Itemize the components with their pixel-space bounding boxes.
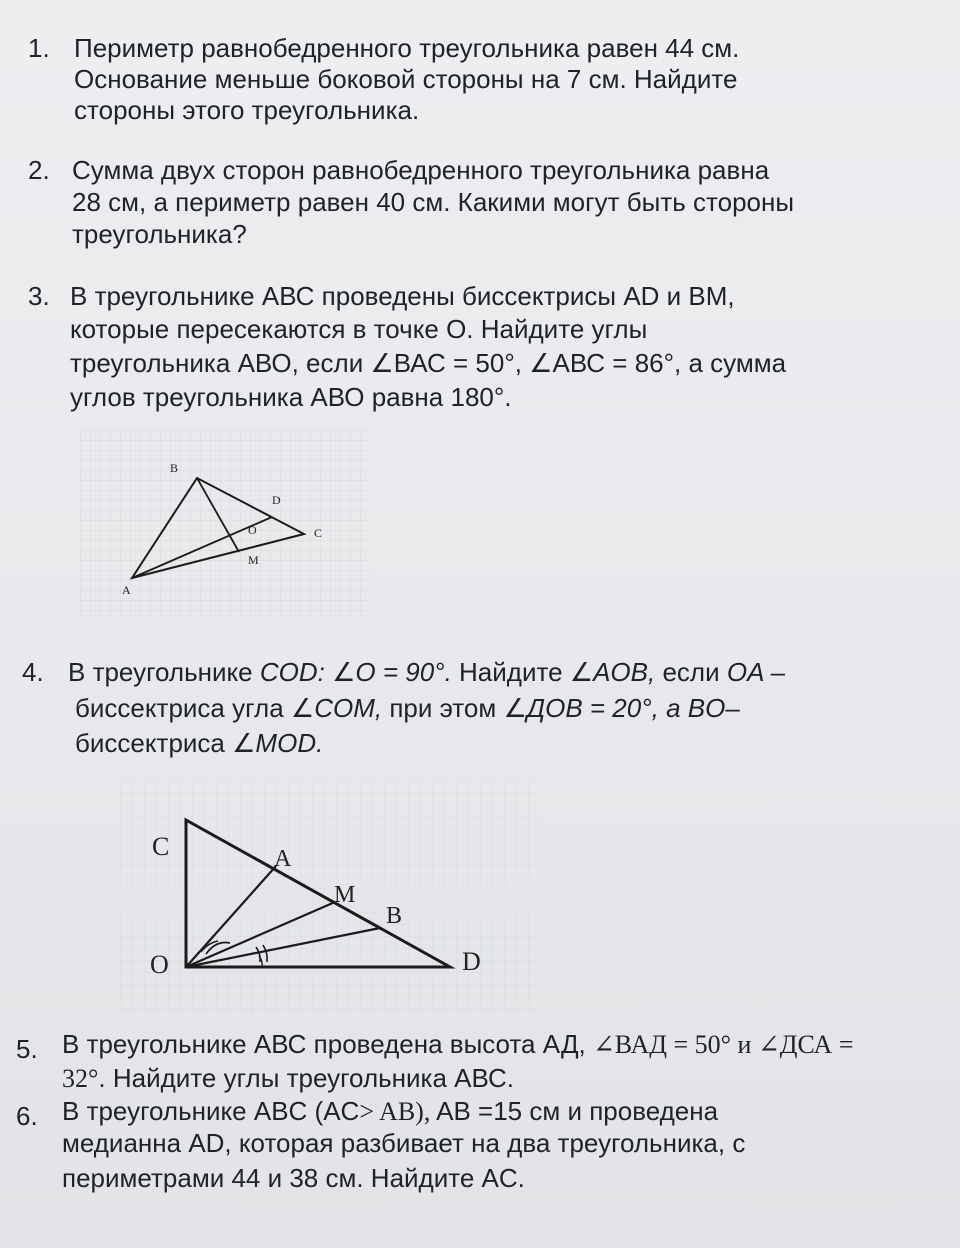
problem-text-line: Основание меньше боковой стороны на 7 см. Найдите	[74, 64, 738, 94]
text-run: биссектриса	[75, 728, 233, 758]
label-d: D	[272, 493, 281, 507]
problem-text-line	[62, 1026, 853, 1063]
problem-text-line: медианна AD, которая разбивает на два треугольника, с	[62, 1128, 746, 1158]
label-m: M	[334, 882, 356, 908]
problem-number: 1.	[28, 33, 50, 63]
text-run: а	[658, 693, 688, 723]
label-m: M	[248, 553, 259, 567]
problem-text-line: треугольника АВО, если ∠ВАС = 50°, ∠АВС = 86°, а сумма	[70, 348, 787, 378]
text-run: 32°	[62, 1064, 99, 1093]
text-run: ∠AOB,	[569, 657, 656, 687]
problem-text-line: В треугольнике АВС проведены биссектрисы AD и ВМ,	[70, 281, 735, 311]
text-run: биссектриса угла	[75, 693, 291, 723]
text-run: AB =15 см и проведена	[430, 1096, 719, 1126]
text-run: ∠ВАД = 50° и ∠ДСА =	[593, 1030, 854, 1059]
problem-number: 4.	[22, 657, 44, 687]
text-run: . Найдите углы треугольника АВС.	[98, 1063, 514, 1093]
text-run: ∠ДOB = 20°,	[503, 693, 659, 723]
problem-text-line: Сумма двух сторон равнобедренного треугольника равна	[72, 155, 770, 185]
problem-number: 6.	[16, 1101, 38, 1131]
problem-text-line	[75, 725, 323, 761]
label-a: A	[274, 846, 292, 872]
text-run: если	[655, 657, 727, 687]
label-d: D	[462, 947, 481, 976]
problem-number: 5.	[16, 1034, 38, 1064]
figure-3-triangle	[80, 430, 370, 620]
text-run: > AB),	[359, 1097, 431, 1126]
text-run: BO–	[687, 693, 740, 723]
problem-text-line: 28 см, а периметр равен 40 см. Какими могут быть стороны	[72, 187, 795, 217]
problem-text-line: которые пересекаются в точке О. Найдите углы	[70, 314, 648, 344]
text-run: ∠MOD.	[232, 728, 324, 758]
problem-text-line: стороны этого треугольника.	[74, 95, 420, 125]
text-run: В треугольнике АВС проведена высота АД,	[62, 1029, 593, 1059]
label-a: A	[122, 583, 131, 597]
text-run: ∠COM,	[290, 693, 383, 723]
label-o: O	[248, 523, 257, 537]
figure-4-triangle	[120, 780, 540, 1020]
text-run: Найдите	[451, 657, 570, 687]
problem-text-line: треугольника?	[72, 219, 247, 249]
problem-text-line	[62, 1060, 514, 1097]
problem-number: 3.	[28, 281, 50, 311]
problem-text-line	[68, 654, 785, 690]
label-b: B	[170, 461, 179, 475]
text-run: при этом	[382, 693, 504, 723]
label-o: O	[150, 950, 169, 979]
problem-text-line: углов треугольника АВО равна 180°.	[70, 382, 512, 412]
text-run: COD: ∠O = 90°.	[259, 657, 452, 687]
text-run: OA –	[726, 657, 786, 687]
problem-text-line	[75, 690, 740, 726]
problem-text-line: периметрами 44 и 38 см. Найдите AC.	[62, 1163, 525, 1193]
problem-text-line: Периметр равнобедренного треугольника равен 44 см.	[74, 33, 740, 63]
text-run: В треугольнике ABC (AC	[62, 1096, 360, 1126]
label-c: C	[152, 832, 170, 861]
text-run: В треугольнике	[68, 657, 260, 687]
problem-number: 2.	[28, 155, 50, 185]
label-b: B	[386, 903, 403, 929]
label-c: C	[314, 526, 323, 540]
